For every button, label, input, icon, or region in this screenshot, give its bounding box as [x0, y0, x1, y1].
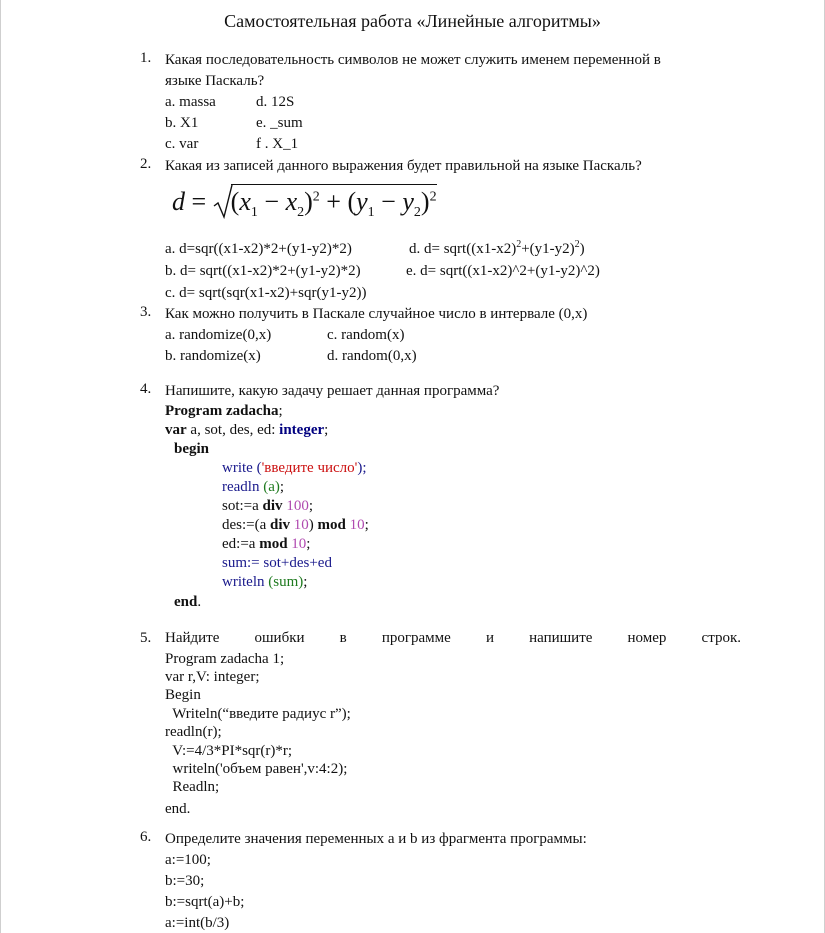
code-var-line: var a, sot, des, ed: integer;: [165, 422, 329, 438]
code-begin: begin: [174, 441, 210, 457]
question-3-number: 3.: [140, 304, 152, 320]
q1-option-d: d. 12S: [256, 94, 295, 110]
q1-option-e: e. _sum: [256, 115, 303, 131]
code-writeln-line: writeln (sum);: [222, 574, 308, 590]
q5-code-line: var r,V: integer;: [165, 669, 260, 685]
document-title: Самостоятельная работа «Линейные алгоритмы»: [224, 11, 601, 31]
question-1-number: 1.: [140, 50, 152, 66]
question-1-text-cont: языке Паскаль?: [165, 73, 265, 89]
question-3-text: Как можно получить в Паскале случайное число в интервале (0,x): [165, 306, 588, 322]
q5-code-line: V:=4/3*PI*sqr(r)*r;: [165, 743, 293, 759]
q2-option-c: c. d= sqrt(sqr(x1-x2)+sqr(y1-y2)): [165, 285, 367, 301]
question-4-text: Напишите, какую задачу решает данная программа?: [165, 383, 500, 399]
q1-option-f: f . X_1: [256, 136, 299, 152]
q1-option-a: a. massa: [165, 94, 216, 110]
q2-option-e: e. d= sqrt((x1-x2)^2+(y1-y2)^2): [406, 263, 600, 279]
question-5-text: Найдите ошибки в программе и напишите номер строк.: [165, 630, 741, 646]
q3-option-a: a. randomize(0,x): [165, 327, 272, 343]
code-ed-line: ed:=a mod 10;: [222, 536, 311, 552]
q6-code-line: b:=30;: [165, 873, 205, 889]
q3-option-b: b. randomize(x): [165, 348, 261, 364]
question-2-number: 2.: [140, 156, 152, 172]
q1-option-c: c. var: [165, 136, 199, 152]
q5-code-line: Readln;: [165, 779, 220, 795]
question-6-number: 6.: [140, 829, 152, 845]
question-5-number: 5.: [140, 630, 152, 646]
q5-code-line: Program zadacha 1;: [165, 651, 285, 667]
q1-option-b: b. X1: [165, 115, 199, 131]
code-des-line: des:=(a div 10) mod 10;: [222, 517, 369, 533]
distance-formula: $d = (x_1 - x_2)^2 + (y_1 - y_2)^2$: [172, 184, 437, 221]
q6-code-line: a:=int(b/3): [165, 915, 230, 931]
q2-option-d: d. $d= sqrt((x1-x2)^2+(y1-y2)^2)$: [409, 239, 585, 257]
question-2-text: Какая из записей данного выражения будет правильной на языке Паскаль?: [165, 158, 642, 174]
q6-code-line: b:=sqrt(a)+b;: [165, 894, 245, 910]
code-end: end.: [174, 594, 202, 610]
page-left-edge: [0, 0, 1, 933]
q6-code-line: a:=100;: [165, 852, 211, 868]
q2-option-a: a. d=sqr((x1-x2)*2+(y1-y2)*2): [165, 241, 352, 257]
question-6-text: Определите значения переменных a и b из фрагмента программы:: [165, 831, 587, 847]
code-write-line: write ('введите число');: [222, 460, 367, 476]
code-readln-line: readln (a);: [222, 479, 285, 495]
q3-option-c: c. random(x): [327, 327, 405, 343]
q5-code-line: end.: [165, 801, 191, 817]
sqrt-sign-icon: [213, 184, 233, 220]
code-program-line: Program zadacha;: [165, 403, 283, 419]
question-4-number: 4.: [140, 381, 152, 397]
code-sum-line: sum:= sot+des+ed: [222, 555, 332, 571]
code-sot-line: sot:=a div 100;: [222, 498, 313, 514]
q5-code-line: writeln('объем равен',v:4:2);: [165, 761, 348, 777]
q5-code-line: Writeln(“введите радиус r”);: [165, 706, 351, 722]
q5-code-line: Begin: [165, 687, 201, 703]
q3-option-d: d. random(0,x): [327, 348, 417, 364]
q5-code-line: readln(r);: [165, 724, 222, 740]
q2-option-b: b. d= sqrt((x1-x2)*2+(y1-y2)*2): [165, 263, 361, 279]
question-1-text: Какая последовательность символов не может служить именем переменной в: [165, 52, 661, 68]
